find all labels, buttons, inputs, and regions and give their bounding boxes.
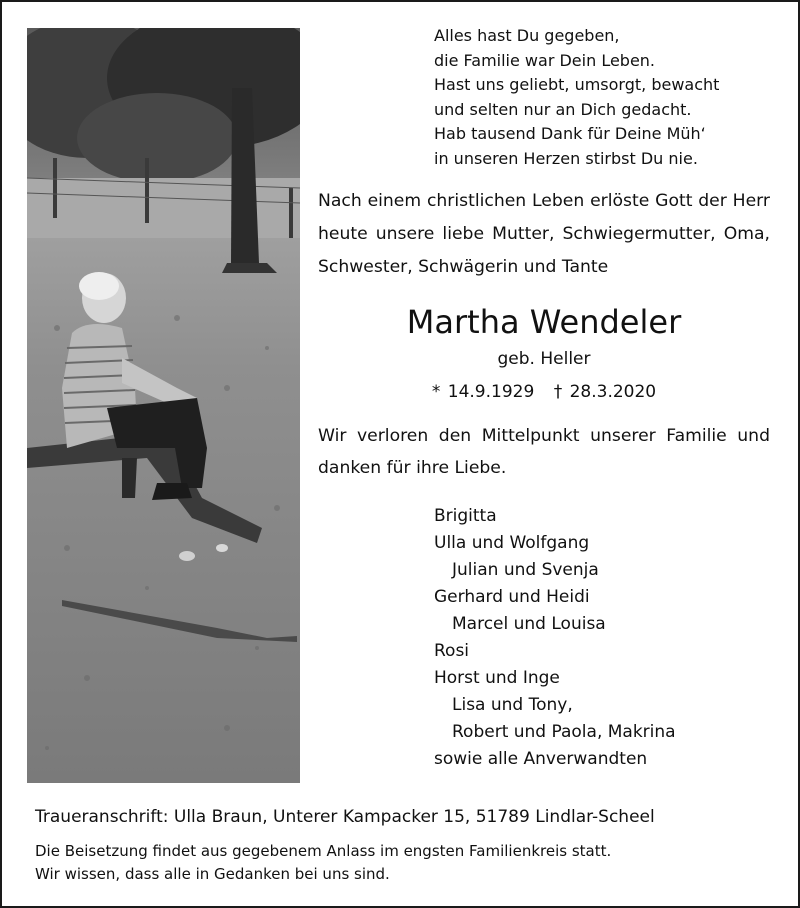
mourner: Robert und Paola, Makrina — [452, 722, 676, 742]
mourner: Marcel und Louisa — [452, 614, 606, 634]
poem-line: Hast uns geliebt, umsorgt, bewacht — [434, 75, 720, 95]
poem — [434, 24, 774, 172]
life-dates — [318, 379, 770, 405]
footer-line: Wir wissen, dass alle in Gedanken bei uns sind. — [35, 865, 390, 883]
intro-text: Nach einem christlichen Leben erlöste Gott der Herr heute unsere liebe Mutter, Schwiegermutter, Oma, Schwester, Schwägerin und Tante — [318, 191, 770, 277]
portrait-photo — [27, 28, 300, 783]
poem-line: in unseren Herzen stirbst Du nie. — [434, 148, 698, 168]
deceased-name: Martha Wendeler — [406, 303, 682, 341]
poem-line: Hab tausend Dank für Deine Müh‘ — [434, 124, 706, 144]
mourning-address: Traueranschrift: Ulla Braun, Unterer Kampacker 15, 51789 Lindlar-Scheel — [35, 807, 655, 827]
mourner: Lisa und Tony, — [452, 695, 573, 715]
mourner: Gerhard und Heidi — [434, 587, 590, 607]
mourners-list — [434, 503, 774, 773]
mourner: Brigitta — [434, 506, 497, 526]
mourner: Rosi — [434, 641, 470, 661]
mourner: Horst und Inge — [434, 668, 560, 688]
mourner: Ulla und Wolfgang — [434, 533, 590, 553]
poem-line: und selten nur an Dich gedacht. — [434, 99, 692, 119]
closing-text: Wir verloren den Mittelpunkt unserer Familie und danken für ihre Liebe. — [318, 426, 770, 478]
poem-line: Alles hast Du gegeben, — [434, 26, 620, 45]
footer-line: Die Beisetzung findet aus gegebenem Anlass im engsten Familienkreis statt. — [35, 842, 612, 860]
poem-line: die Familie war Dein Leben. — [434, 50, 656, 70]
footer-note — [35, 840, 775, 886]
mourner: Julian und Svenja — [452, 560, 599, 580]
birth-name: geb. Heller — [497, 349, 591, 369]
birth-date: * 14.9.1929 — [431, 382, 535, 402]
mourner: sowie alle Anverwandten — [434, 749, 648, 769]
death-date: † 28.3.2020 — [553, 382, 657, 402]
